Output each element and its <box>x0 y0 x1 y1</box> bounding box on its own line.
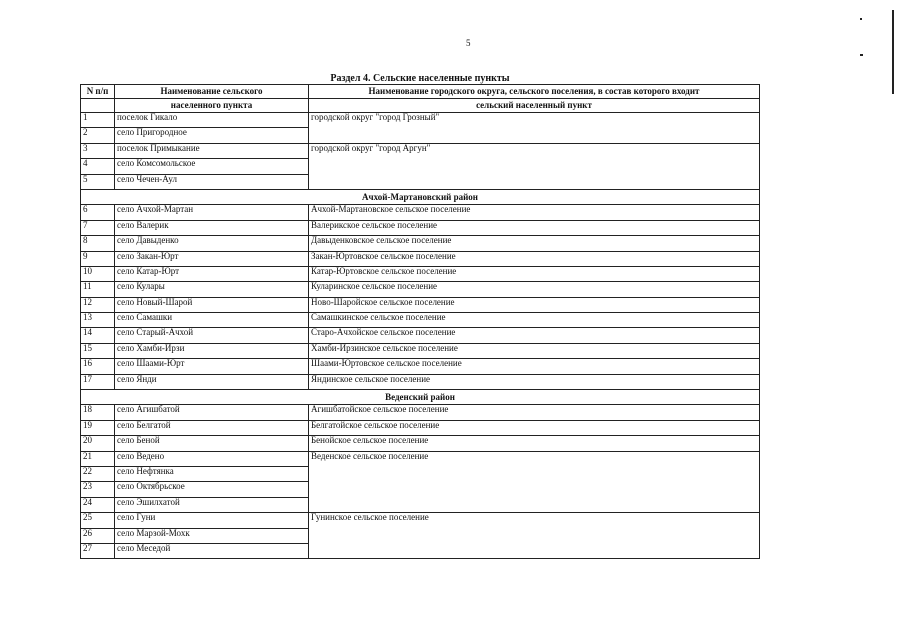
settlement-name: село Гуни <box>115 513 309 528</box>
district-heading: Ачхой-Мартановский район <box>81 189 760 204</box>
header-num: N п/п <box>81 85 115 99</box>
table-row <box>81 436 760 451</box>
settlement-name: село Ведено <box>115 451 309 466</box>
municipality-name: Старо-Ачхойское сельское поселение <box>309 328 760 343</box>
settlement-name: село Беной <box>115 436 309 451</box>
header-name-line2: населенного пункта <box>115 99 309 113</box>
row-number: 27 <box>81 543 115 558</box>
table-row <box>81 328 760 343</box>
table-row <box>81 282 760 297</box>
settlement-name: село Белгатой <box>115 420 309 435</box>
settlement-name: село Октябрьское <box>115 482 309 497</box>
district-heading: Веденский район <box>81 390 760 405</box>
settlement-name: село Катар-Юрт <box>115 266 309 281</box>
page-number: 5 <box>466 38 471 48</box>
settlement-name: село Нефтянка <box>115 466 309 481</box>
settlement-name: село Хамби-Ирзи <box>115 343 309 358</box>
margin-mark <box>860 18 862 20</box>
municipality-name: Самашкинское сельское поселение <box>309 313 760 328</box>
row-number: 24 <box>81 497 115 512</box>
table-row <box>81 251 760 266</box>
table-header-row <box>81 99 760 113</box>
row-number: 20 <box>81 436 115 451</box>
table-row <box>81 359 760 374</box>
margin-mark <box>892 10 894 94</box>
settlement-name: село Ачхой-Мартан <box>115 205 309 220</box>
row-number: 2 <box>81 128 115 143</box>
row-number: 13 <box>81 313 115 328</box>
municipality-name: Яндинское сельское поселение <box>309 374 760 389</box>
row-number: 14 <box>81 328 115 343</box>
row-number: 8 <box>81 236 115 251</box>
table-row <box>81 236 760 251</box>
settlement-name: село Закан-Юрт <box>115 251 309 266</box>
row-number: 11 <box>81 282 115 297</box>
row-number: 23 <box>81 482 115 497</box>
settlement-name: село Эшилхатой <box>115 497 309 512</box>
margin-mark <box>860 54 863 56</box>
municipality-name: Белгатойское сельское поселение <box>309 420 760 435</box>
district-row <box>81 390 760 405</box>
municipality-name: Ачхой-Мартановское сельское поселение <box>309 205 760 220</box>
row-number: 15 <box>81 343 115 358</box>
municipality-name: Хамби-Ирзинское сельское поселение <box>309 343 760 358</box>
row-number: 7 <box>81 220 115 235</box>
municipality-name: Веденское сельское поселение <box>309 451 760 513</box>
row-number: 22 <box>81 466 115 481</box>
district-row <box>81 189 760 204</box>
settlement-name: село Новый-Шарой <box>115 297 309 312</box>
row-number: 12 <box>81 297 115 312</box>
settlement-name: село Меседой <box>115 543 309 558</box>
header-municipality-line2: сельский населенный пункт <box>309 99 760 113</box>
municipality-name: Шаами-Юртовское сельское поселение <box>309 359 760 374</box>
municipality-name: Бенойское сельское поселение <box>309 436 760 451</box>
municipality-name: Катар-Юртовское сельское поселение <box>309 266 760 281</box>
settlement-name: село Марзой-Мохк <box>115 528 309 543</box>
settlement-name: село Самашки <box>115 313 309 328</box>
municipality-name: Давыденковское сельское поселение <box>309 236 760 251</box>
row-number: 1 <box>81 113 115 128</box>
table-row <box>81 405 760 420</box>
table-header-row <box>81 85 760 99</box>
settlement-name: село Кулары <box>115 282 309 297</box>
settlements-table <box>80 84 760 559</box>
row-number: 10 <box>81 266 115 281</box>
row-number: 18 <box>81 405 115 420</box>
settlement-name: село Пригородное <box>115 128 309 143</box>
municipality-name: Гунинское сельское поселение <box>309 513 760 559</box>
table-row <box>81 113 760 128</box>
municipality-name: Ново-Шаройское сельское поселение <box>309 297 760 312</box>
settlement-name: село Агишбатой <box>115 405 309 420</box>
table-row <box>81 205 760 220</box>
row-number: 16 <box>81 359 115 374</box>
table-row <box>81 297 760 312</box>
settlement-name: село Шаами-Юрт <box>115 359 309 374</box>
row-number: 26 <box>81 528 115 543</box>
row-number: 25 <box>81 513 115 528</box>
municipality-name: городской округ "город Аргун" <box>309 143 760 189</box>
table-row <box>81 420 760 435</box>
settlement-name: село Комсомольское <box>115 159 309 174</box>
municipality-name: Валерикское сельское поселение <box>309 220 760 235</box>
municipality-name: городской округ "город Грозный" <box>309 113 760 144</box>
row-number: 17 <box>81 374 115 389</box>
header-num-cont <box>81 99 115 113</box>
table-row <box>81 451 760 466</box>
settlement-name: поселок Гикало <box>115 113 309 128</box>
settlement-name: поселок Примыкание <box>115 143 309 158</box>
table-row <box>81 513 760 528</box>
table-row <box>81 313 760 328</box>
settlement-name: село Чечен-Аул <box>115 174 309 189</box>
row-number: 19 <box>81 420 115 435</box>
settlement-name: село Старый-Ачхой <box>115 328 309 343</box>
row-number: 6 <box>81 205 115 220</box>
table-row <box>81 220 760 235</box>
row-number: 3 <box>81 143 115 158</box>
settlement-name: село Валерик <box>115 220 309 235</box>
section-title: Раздел 4. Сельские населенные пункты <box>330 73 510 84</box>
header-name-line1: Наименование сельского <box>115 85 309 99</box>
header-municipality-line1: Наименование городского округа, сельского поселения, в состав которого входит <box>309 85 760 99</box>
row-number: 5 <box>81 174 115 189</box>
table-row <box>81 374 760 389</box>
settlement-name: село Янди <box>115 374 309 389</box>
table-row <box>81 343 760 358</box>
row-number: 9 <box>81 251 115 266</box>
municipality-name: Куларинское сельское поселение <box>309 282 760 297</box>
settlement-name: село Давыденко <box>115 236 309 251</box>
municipality-name: Агишбатойское сельское поселение <box>309 405 760 420</box>
table-row <box>81 143 760 158</box>
row-number: 21 <box>81 451 115 466</box>
row-number: 4 <box>81 159 115 174</box>
table-row <box>81 266 760 281</box>
municipality-name: Закан-Юртовское сельское поселение <box>309 251 760 266</box>
